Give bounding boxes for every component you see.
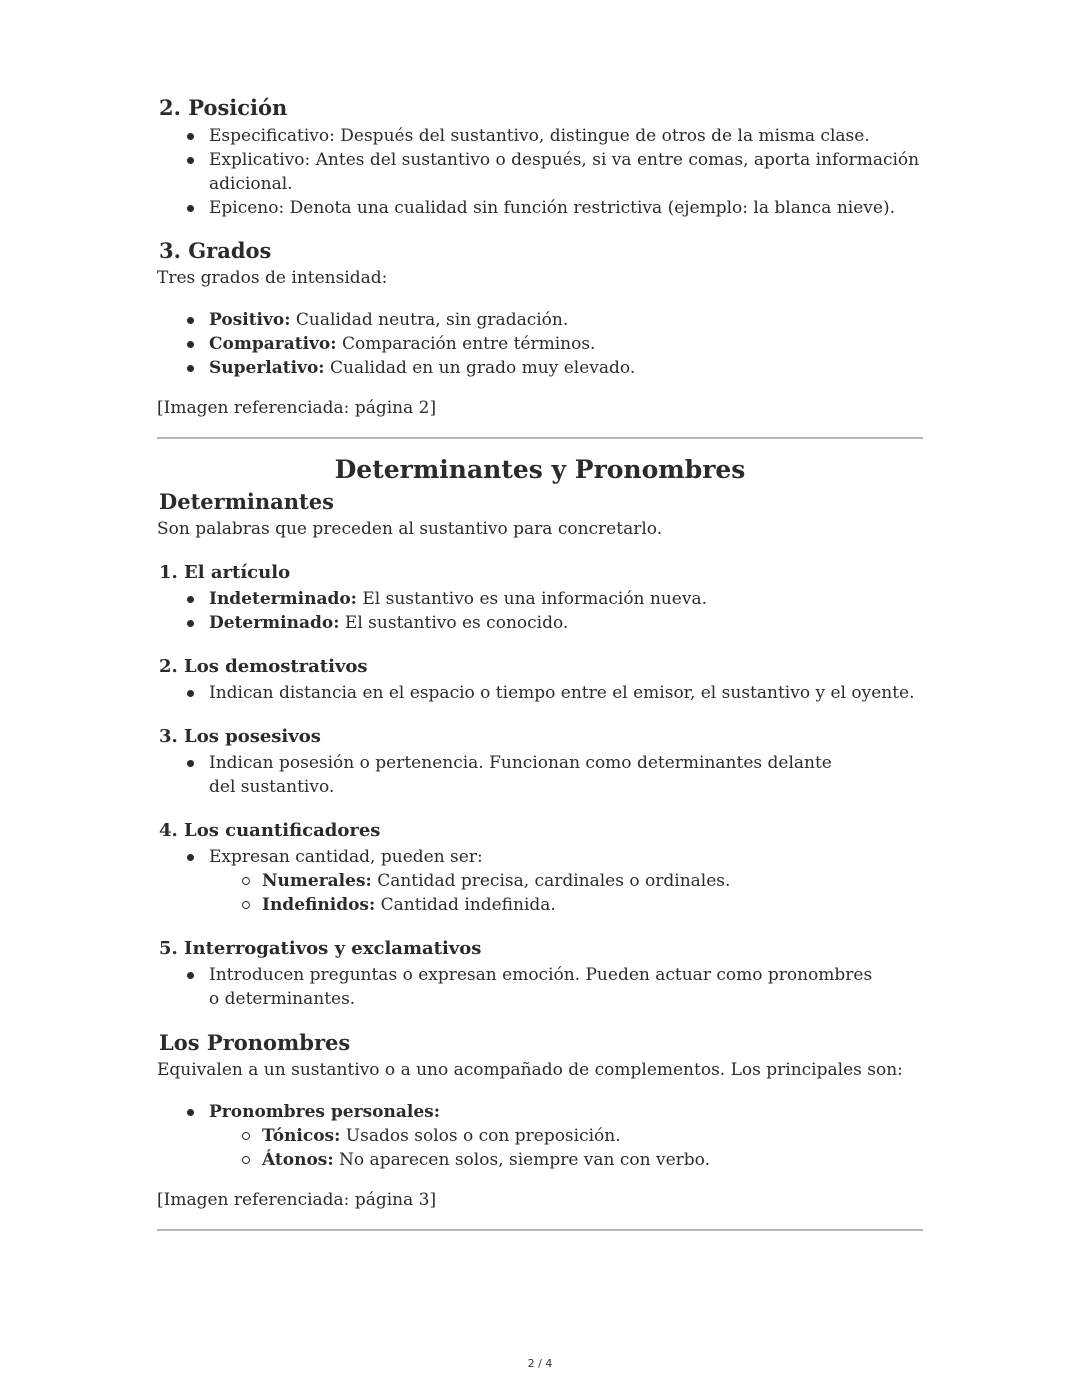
definition-text: No aparecen solos, siempre van con verbo. bbox=[333, 1150, 711, 1170]
articulo-list bbox=[157, 587, 923, 635]
term-positivo: Positivo: bbox=[209, 310, 291, 330]
section-divider bbox=[157, 1229, 923, 1231]
term-pronombres-personales: Pronombres personales: bbox=[209, 1102, 440, 1122]
definition-text: Cantidad precisa, cardinales o ordinales. bbox=[371, 871, 731, 891]
cuantificadores-item-text: Expresan cantidad, pueden ser: bbox=[209, 847, 483, 867]
grados-intro: Tres grados de intensidad: bbox=[157, 268, 388, 288]
list-item: Introducen preguntas o expresan emoción. Pueden actuar como pronombres o determinantes. bbox=[209, 963, 923, 1011]
determinantes-intro: Son palabras que preceden al sustantivo para concretarlo. bbox=[157, 519, 663, 539]
list-item bbox=[209, 587, 923, 611]
page-indicator: 2 / 4 bbox=[527, 1357, 553, 1370]
list-item bbox=[209, 611, 923, 635]
list-item bbox=[209, 332, 923, 356]
demostrativos-list bbox=[157, 681, 923, 705]
term-indeterminado: Indeterminado: bbox=[209, 589, 357, 609]
heading-cuantificadores: 4. Los cuantificadores bbox=[159, 820, 381, 841]
list-item bbox=[209, 845, 923, 917]
heading-articulo: 1. El artículo bbox=[159, 562, 291, 583]
term-comparativo: Comparativo: bbox=[209, 334, 337, 354]
definition-text: El sustantivo es conocido. bbox=[339, 613, 569, 633]
posesivos-list bbox=[157, 751, 923, 799]
heading-posicion: 2. Posición bbox=[159, 95, 288, 120]
term-numerales: Numerales: bbox=[262, 871, 372, 891]
term-tonicos: Tónicos: bbox=[262, 1126, 341, 1146]
pronombres-sublist bbox=[209, 1124, 923, 1172]
list-item: Especificativo: Después del sustantivo, distingue de otros de la misma clase. bbox=[209, 124, 923, 148]
term-atonos: Átonos: bbox=[262, 1150, 334, 1170]
list-item bbox=[209, 1100, 923, 1172]
definition-text: Usados solos o con preposición. bbox=[340, 1126, 621, 1146]
definition-text: Cualidad neutra, sin gradación. bbox=[290, 310, 569, 330]
sublist-item bbox=[262, 1148, 923, 1172]
heading-grados: 3. Grados bbox=[159, 238, 272, 263]
section-title: Determinantes y Pronombres bbox=[334, 455, 746, 484]
list-item: Epiceno: Denota una cualidad sin función restrictiva (ejemplo: la blanca nieve). bbox=[209, 196, 923, 220]
definition-text: Comparación entre términos. bbox=[336, 334, 596, 354]
sublist-item bbox=[262, 1124, 923, 1148]
heading-demostrativos: 2. Los demostrativos bbox=[159, 656, 368, 677]
cuantificadores-list bbox=[157, 845, 923, 917]
definition-text: Cualidad en un grado muy elevado. bbox=[324, 358, 636, 378]
list-item bbox=[209, 356, 923, 380]
term-determinado: Determinado: bbox=[209, 613, 340, 633]
term-superlativo: Superlativo: bbox=[209, 358, 325, 378]
section-divider bbox=[157, 437, 923, 439]
sublist-item bbox=[262, 893, 923, 917]
grados-list bbox=[157, 308, 923, 380]
term-indefinidos: Indefinidos: bbox=[262, 895, 376, 915]
pronombres-intro: Equivalen a un sustantivo o a uno acompañado de complementos. Los principales son: bbox=[157, 1060, 903, 1080]
cuantificadores-sublist bbox=[209, 869, 923, 917]
pronombres-list bbox=[157, 1100, 923, 1172]
list-item bbox=[209, 308, 923, 332]
list-item: Indican distancia en el espacio o tiempo entre el emisor, el sustantivo y el oyente. bbox=[209, 681, 923, 705]
interrogativos-list bbox=[157, 963, 923, 1011]
definition-text: El sustantivo es una información nueva. bbox=[356, 589, 708, 609]
posicion-list bbox=[157, 124, 923, 220]
document-page bbox=[157, 94, 923, 1231]
heading-posesivos: 3. Los posesivos bbox=[159, 726, 321, 747]
heading-interrogativos: 5. Interrogativos y exclamativos bbox=[159, 938, 482, 959]
heading-determinantes: Determinantes bbox=[159, 489, 334, 514]
list-item: Explicativo: Antes del sustantivo o después, si va entre comas, aporta información adicional. bbox=[209, 148, 923, 196]
image-reference: [Imagen referenciada: página 3] bbox=[157, 1190, 437, 1210]
sublist-item bbox=[262, 869, 923, 893]
list-item: Indican posesión o pertenencia. Funcionan como determinantes delante del sustantivo. bbox=[209, 751, 923, 799]
image-reference: [Imagen referenciada: página 2] bbox=[157, 398, 437, 418]
heading-pronombres: Los Pronombres bbox=[159, 1030, 351, 1055]
definition-text: Cantidad indefinida. bbox=[375, 895, 556, 915]
